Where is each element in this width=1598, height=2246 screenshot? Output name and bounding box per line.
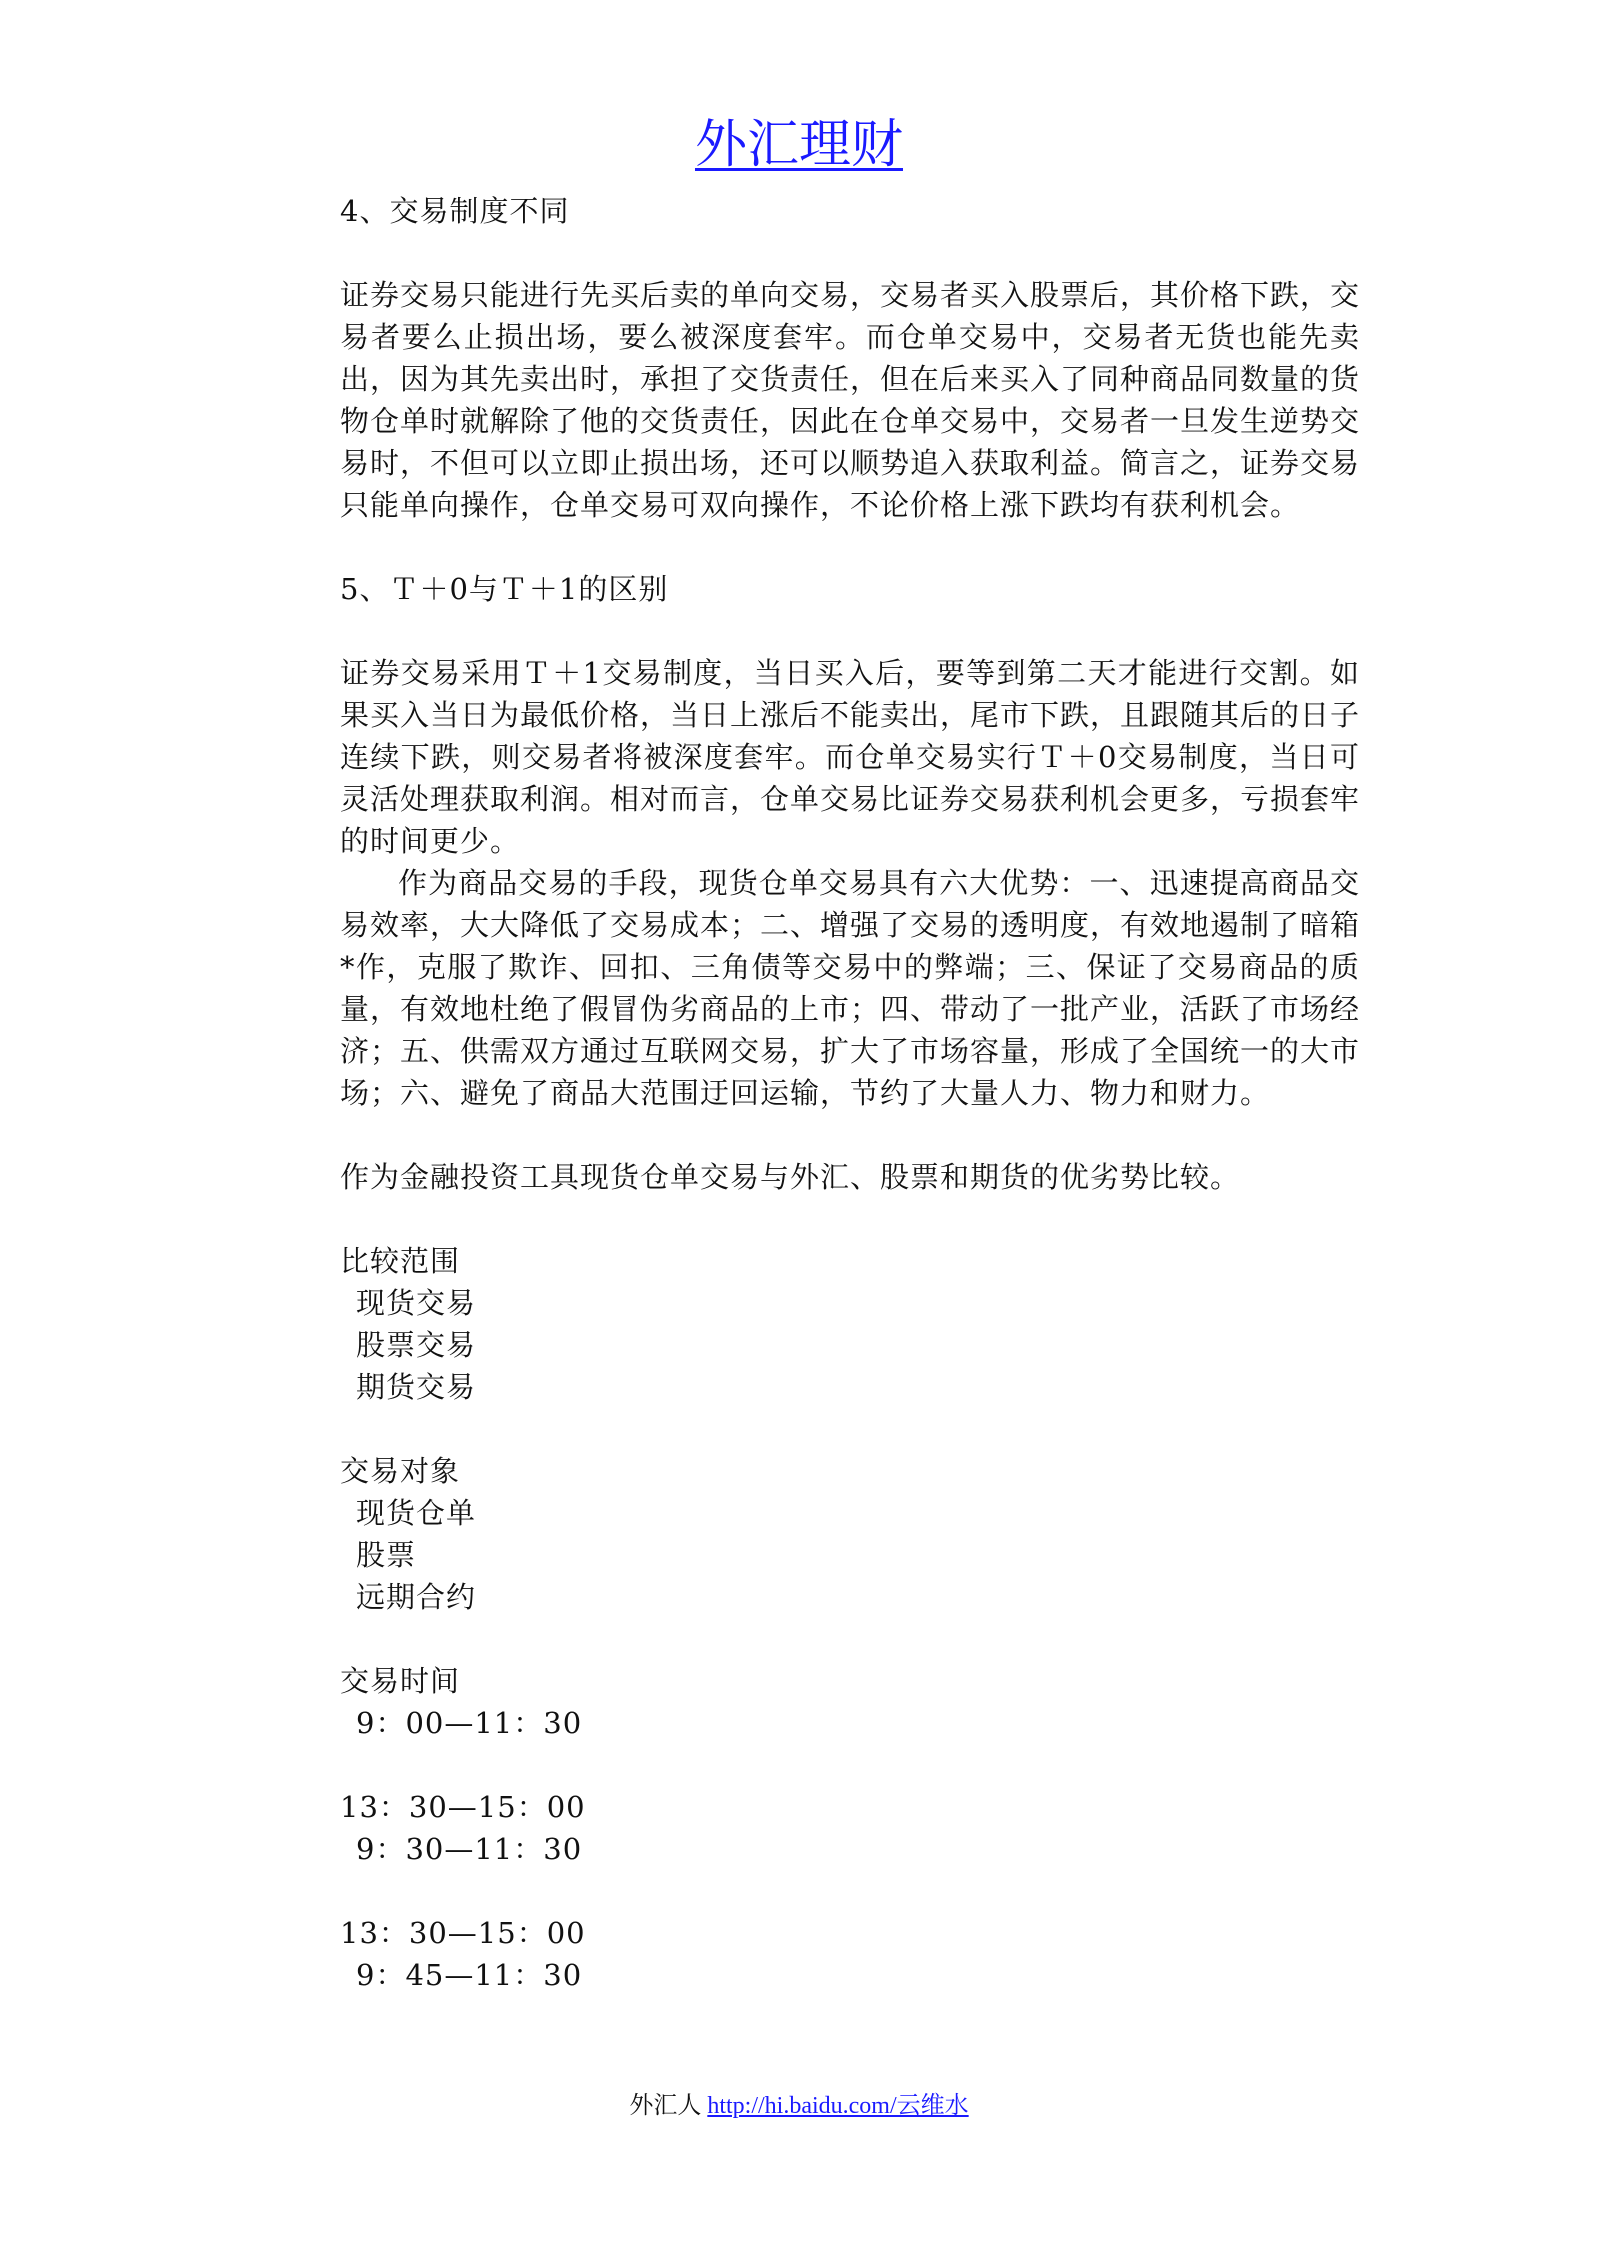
compare-range-label: 比较范围 bbox=[340, 1244, 461, 1278]
page-title bbox=[0, 110, 1598, 180]
time-group bbox=[340, 1702, 1360, 1744]
footer-prefix: 外汇人 bbox=[629, 2093, 702, 2119]
compare-object-item: 远期合约 bbox=[356, 1580, 477, 1614]
time-item: 9：30—11：30 bbox=[356, 1832, 583, 1866]
compare-object-label: 交易对象 bbox=[340, 1454, 461, 1488]
time-group bbox=[340, 1912, 1360, 1996]
section-4-heading: 4、交易制度不同 bbox=[340, 194, 570, 228]
document-body bbox=[340, 190, 1360, 2038]
page-title-link[interactable]: 外汇理财 bbox=[694, 115, 903, 175]
time-item: 9：45—11：30 bbox=[356, 1958, 583, 1992]
compare-range-item: 期货交易 bbox=[356, 1370, 477, 1404]
footer-link[interactable]: http://hi.baidu.com/云维水 bbox=[707, 2093, 969, 2119]
compare-range-block bbox=[340, 1240, 1360, 1408]
compare-object-item: 股票 bbox=[356, 1538, 417, 1572]
section-5-heading: 5、Ｔ＋0与Ｔ＋1的区别 bbox=[340, 572, 669, 606]
compare-object-item: 现货仓单 bbox=[356, 1496, 477, 1530]
section-4-body: 证券交易只能进行先买后卖的单向交易，交易者买入股票后，其价格下跌，交易者要么止损出场，要么被深度套牢。而仓单交易中，交易者无货也能先卖出，因为其先卖出时，承担了交货责任，但在后来买入了同种商品同数量的货物仓单时就解除了他的交货责任，因此在仓单交易中，交易者一旦发生逆势交易时，不但可以立即止损出场，还可以顺势追入获取利益。简言之，证券交易只能单向操作，仓单交易可双向操作，不论价格上涨下跌均有获利机会。 bbox=[340, 278, 1361, 522]
time-item: 13：30—15：00 bbox=[340, 1916, 586, 1950]
compare-time-label: 交易时间 bbox=[340, 1664, 461, 1698]
compare-range-item: 现货交易 bbox=[356, 1286, 477, 1320]
time-item: 9：00—11：30 bbox=[356, 1706, 583, 1740]
section-5-body: 证券交易采用Ｔ＋1交易制度，当日买入后，要等到第二天才能进行交割。如果买入当日为最低价格，当日上涨后不能卖出，尾市下跌，且跟随其后的日子连续下跌，则交易者将被深度套牢。而仓单交易实行Ｔ＋0交易制度，当日可灵活处理获取利润。相对而言，仓单交易比证券交易获利机会更多，亏损套牢的时间更少。 bbox=[340, 656, 1361, 858]
advantages-paragraph: 作为商品交易的手段，现货仓单交易具有六大优势：一、迅速提高商品交易效率，大大降低了交易成本；二、增强了交易的透明度，有效地遏制了暗箱*作，克服了欺诈、回扣、三角债等交易中的弊端；三、保证了交易商品的质量，有效地杜绝了假冒伪劣商品的上市；四、带动了一批产业，活跃了市场经济；五、供需双方通过互联网交易，扩大了市场容量，形成了全国统一的大市场；六、避免了商品大范围迂回运输，节约了大量人力、物力和财力。 bbox=[340, 866, 1361, 1110]
time-group bbox=[340, 1786, 1360, 1870]
compare-range-item: 股票交易 bbox=[356, 1328, 477, 1362]
page-footer bbox=[0, 2085, 1598, 2120]
compare-object-block bbox=[340, 1450, 1360, 1618]
time-item: 13：30—15：00 bbox=[340, 1790, 586, 1824]
compare-intro: 作为金融投资工具现货仓单交易与外汇、股票和期货的优劣势比较。 bbox=[340, 1160, 1241, 1194]
